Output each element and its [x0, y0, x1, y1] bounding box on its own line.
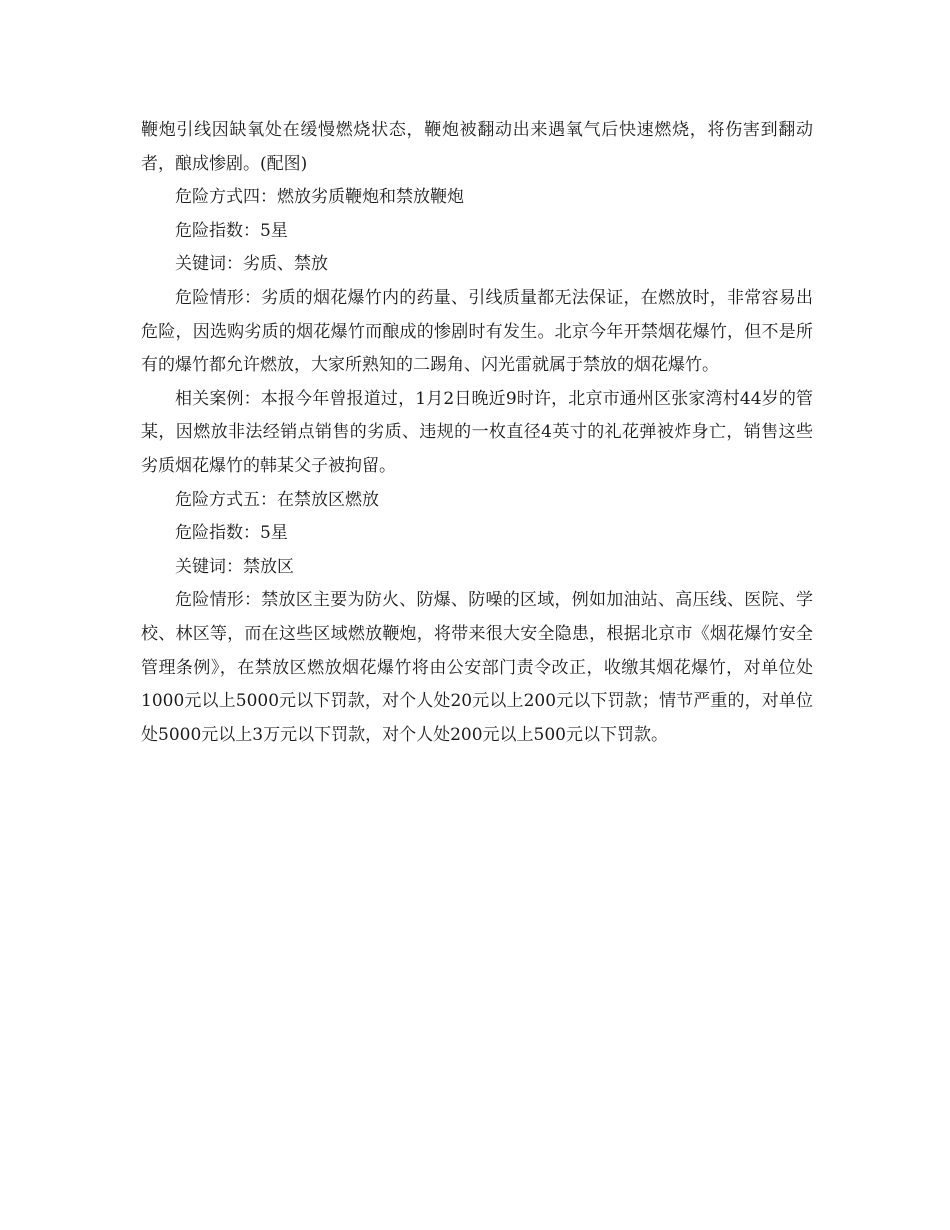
danger-situation-five: 危险情形：禁放区主要为防火、防爆、防噪的区域，例如加油站、高压线、医院、学校、林区等，而在这些区域燃放鞭炮，将带来很大安全隐患，根据北京市《烟花爆竹安全管理条例》，在禁放区燃放烟花爆竹将由公安部门责令改正，收缴其烟花爆竹，对单位处1000元以上5000元以下罚款，对个人处20元以上200元以下罚款；情节严重的，对单位处5000元以上3万元以下罚款，对个人处200元以上500元以下罚款。	[141, 590, 813, 745]
section-heading-method-five: 危险方式五：在禁放区燃放	[175, 489, 379, 510]
keywords-four: 关键词：劣质、禁放	[175, 254, 328, 275]
section-heading-method-four: 危险方式四：燃放劣质鞭炮和禁放鞭炮	[175, 187, 464, 208]
document-body	[141, 114, 813, 752]
paragraph-continuation: 鞭炮引线因缺氧处在缓慢燃烧状态，鞭炮被翻动出来遇氧气后快速燃烧，将伤害到翻动者，酿成惨剧。(配图)	[141, 120, 813, 174]
keywords-five: 关键词：禁放区	[175, 556, 294, 577]
danger-situation-four: 危险情形：劣质的烟花爆竹内的药量、引线质量都无法保证，在燃放时，非常容易出危险，因选购劣质的烟花爆竹而酿成的惨剧时有发生。北京今年开禁烟花爆竹，但不是所有的爆竹都允许燃放，大家所熟知的二踢角、闪光雷就属于禁放的烟花爆竹。	[141, 287, 813, 376]
danger-index-five: 危险指数：5星	[175, 523, 288, 544]
danger-index-four: 危险指数：5星	[175, 220, 288, 241]
related-case-four: 相关案例：本报今年曾报道过，1月2日晚近9时许，北京市通州区张家湾村44岁的管某，因燃放非法经销点销售的劣质、违规的一枚直径4英寸的礼花弹被炸身亡，销售这些劣质烟花爆竹的韩某父子被拘留。	[141, 388, 813, 476]
